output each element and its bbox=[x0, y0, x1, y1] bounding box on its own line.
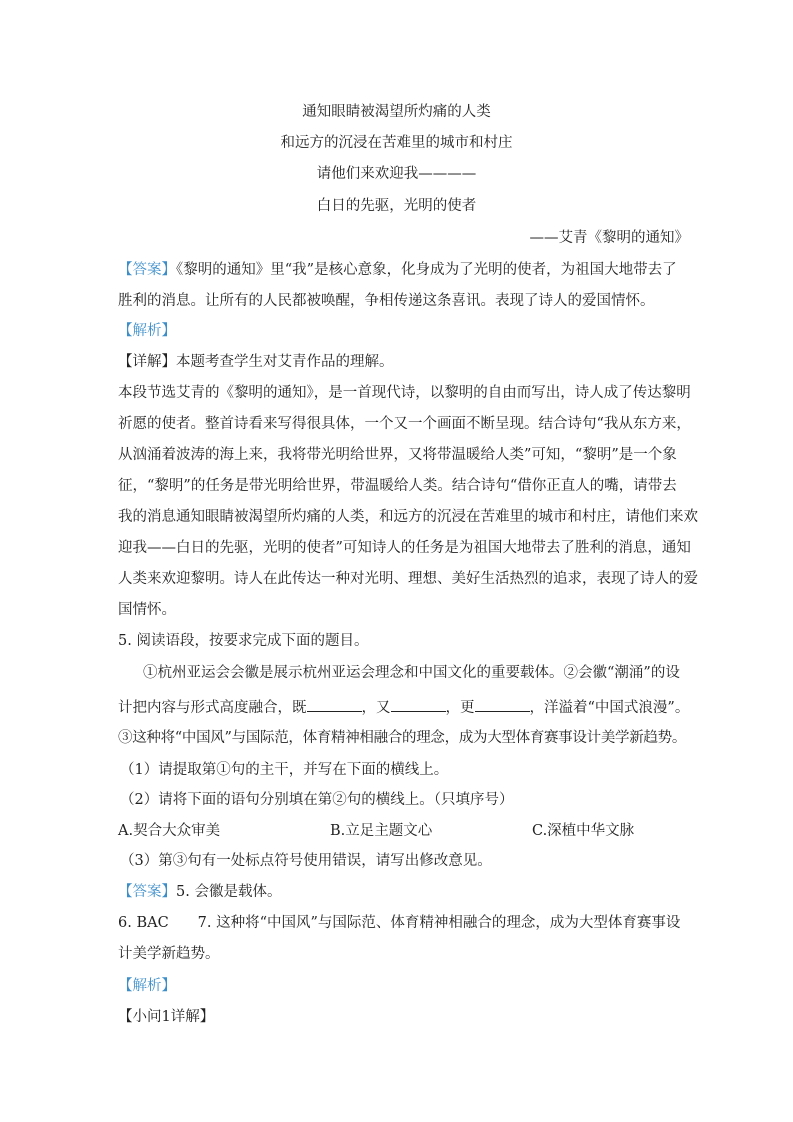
detail-line: 人类来欢迎黎明。诗人在此传达一种对光明、理想、美好生活热烈的追求，表现了诗人的爱 bbox=[118, 571, 698, 587]
detail-line: 从汹涌着波涛的海上来，我将带光明给世界，又将带温暖给人类”可知，“黎明”是一个象 bbox=[118, 447, 677, 463]
detail-title: 【详解】本题考查学生对艾青作品的理解。 bbox=[118, 354, 394, 370]
fill-blank bbox=[391, 697, 446, 712]
detail-line: 祈愿的使者。整首诗看来写得很具体，一个又一个画面不断呈现。结合诗句“我从东方来， bbox=[118, 416, 691, 432]
poem-attribution: ——艾青《黎明的通知》 bbox=[529, 230, 689, 246]
passage-line: ①杭州亚运会会徽是展示杭州亚运会理念和中国文化的重要载体。②会徽“潮涌”的设 bbox=[143, 665, 680, 681]
analysis-tag: 【解析】 bbox=[118, 978, 176, 994]
passage-text: 计把内容与形式高度融合，既 bbox=[118, 700, 307, 716]
passage-text: ，更 bbox=[445, 700, 475, 716]
poem-line: 请他们来欢迎我———— bbox=[316, 166, 477, 182]
option-a: A.契合大众审美 bbox=[118, 823, 221, 839]
answer-tag: 【答案】 bbox=[118, 262, 176, 278]
passage-line-blanks bbox=[118, 697, 689, 717]
sub-question-3: （3）第③句有一处标点符号使用错误，请写出修改意见。 bbox=[120, 853, 492, 869]
detail-line: 本段节选艾青的《黎明的通知》，是一首现代诗，以黎明的自由而写出，诗人成了传达黎明 bbox=[118, 385, 691, 401]
sub-question-2: （2）请将下面的语句分别填在第②句的横线上。（只填序号） bbox=[120, 792, 514, 808]
question-5-stem: 5. 阅读语段，按要求完成下面的题目。 bbox=[118, 633, 369, 649]
passage-text: ，又 bbox=[361, 700, 391, 716]
option-c: C.深植中华文脉 bbox=[532, 823, 635, 839]
answer-5-line bbox=[118, 883, 281, 901]
answer-tag: 【答案】 bbox=[118, 884, 176, 900]
sub-question-1: （1）请提取第①句的主干，并写在下面的横线上。 bbox=[120, 762, 449, 778]
option-b: B.立足主题文心 bbox=[330, 823, 433, 839]
analysis-tag: 【解析】 bbox=[118, 323, 176, 339]
answer-4-line: 胜利的消息。让所有的人民都被唤醒，争相传递这条喜讯。表现了诗人的爱国情怀。 bbox=[118, 293, 655, 309]
fill-blank bbox=[307, 697, 362, 712]
sub-detail-tag: 【小问1详解】 bbox=[118, 1009, 215, 1025]
answer-line: 计美学新趋势。 bbox=[118, 946, 220, 962]
answer-text: 5. 会徽是载体。 bbox=[176, 884, 282, 900]
passage-line: ③这种将“中国风”与国际范，体育精神相融合的理念，成为大型体育赛事设计美学新趋势。 bbox=[118, 730, 687, 746]
passage-text: ，洋溢着“中国式浪漫”。 bbox=[529, 700, 690, 716]
detail-line: 迎我——白日的先驱，光明的使者”可知诗人的任务是为祖国大地带去了胜利的消息，通知 bbox=[118, 540, 691, 556]
poem-line: 通知眼睛被渴望所灼痛的人类 bbox=[302, 104, 491, 120]
answer-text: 《黎明的通知》里“我”是核心意象，化身成为了光明的使者，为祖国大地带去了 bbox=[176, 262, 677, 278]
detail-line: 我的消息通知眼睛被渴望所灼痛的人类，和远方的沉浸在苦难里的城市和村庄，请他们来欢 bbox=[118, 509, 698, 525]
answer-line: 6. BAC 7. 这种将“中国风”与国际范、体育精神相融合的理念，成为大型体育赛事设 bbox=[118, 915, 681, 931]
detail-line: 国情怀。 bbox=[118, 602, 176, 618]
poem-line: 和远方的沉浸在苦难里的城市和村庄 bbox=[280, 135, 513, 151]
answer-4-line bbox=[118, 261, 677, 279]
poem-line: 白日的先驱，光明的使者 bbox=[316, 198, 477, 214]
fill-blank bbox=[475, 697, 530, 712]
detail-line: 征，“黎明”的任务是带光明给世界，带温暖给人类。结合诗句“借你正直人的嘴，请带去 bbox=[118, 478, 677, 494]
